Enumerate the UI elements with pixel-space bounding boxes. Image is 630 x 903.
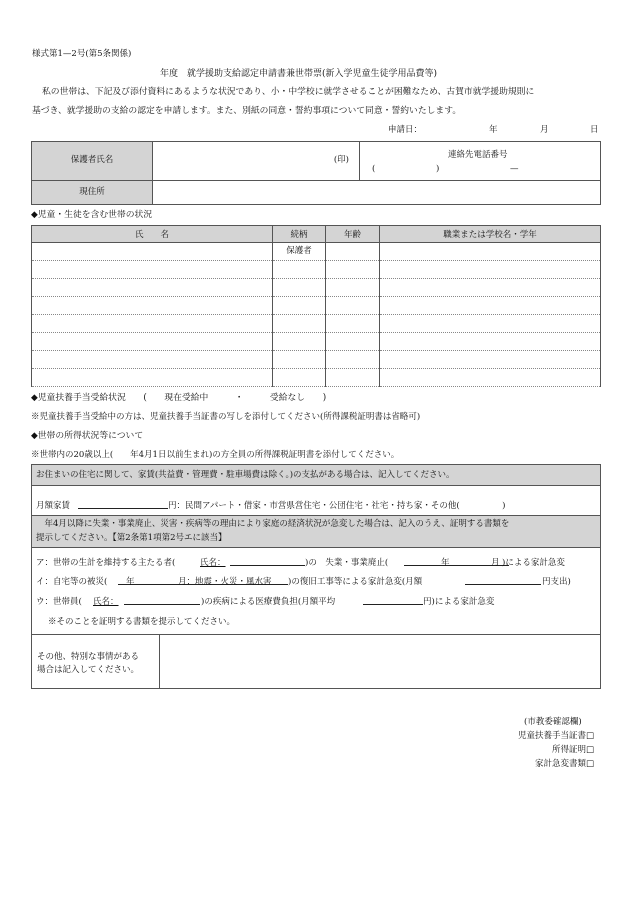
table-row: [32, 333, 601, 351]
reason-b-mid: )の復旧工事等による家計急変(月額: [288, 577, 423, 587]
reason-a-year: 年: [441, 558, 450, 568]
housing-header: お住まいの住宅に関して、家賃(共益費・管理費・駐車場費は除く。)の支払がある場合は、記入してください。: [36, 470, 455, 480]
member-name-cell[interactable]: [32, 261, 273, 279]
reason-a-end: )による家計急変: [502, 558, 565, 568]
member-name-cell[interactable]: [32, 279, 273, 297]
col-name: 氏 名: [32, 226, 273, 243]
reason-a-mid: )の 失業・事業廃止(: [305, 558, 389, 568]
reason-c-name-label: 氏名：: [93, 597, 119, 607]
apply-date-day: 日: [590, 125, 599, 135]
member-relation-cell[interactable]: [273, 297, 326, 315]
office-check-emergency[interactable]: 家計急変書類□: [534, 759, 594, 769]
member-relation-cell[interactable]: [273, 333, 326, 351]
member-age-cell[interactable]: [326, 351, 380, 369]
phone-open-paren: (: [372, 164, 376, 174]
member-relation-cell[interactable]: [273, 261, 326, 279]
member-occupation-cell[interactable]: [380, 315, 601, 333]
income-heading: ◆世帯の所得状況等について: [31, 431, 144, 441]
reason-c-label: ウ：世帯員(: [36, 597, 82, 607]
reason-a-name-input[interactable]: [230, 555, 305, 566]
intro-line-1: 私の世帯は、下記及び添付資料にあるような状況であり、小・中学校に就学させることが困難なため、古賀市就学援助規則に: [42, 87, 535, 97]
divider: [32, 547, 600, 548]
emergency-header-2: 提示してください。【第2条第1項第2号エに該当】: [36, 533, 227, 543]
reason-a-label: ア：世帯の生計を維持する主たる者(: [36, 558, 176, 568]
table-row: [32, 315, 601, 333]
member-occupation-cell[interactable]: [380, 243, 601, 261]
child-allowance-note: ※児童扶養手当受給中の方は、児童扶養手当証書の写しを添付してください(所得課税証明書は省略可): [31, 412, 421, 422]
reason-b-type: 月：地震・火災・風水害: [178, 577, 272, 587]
member-relation-cell[interactable]: [273, 351, 326, 369]
member-relation-cell: 保護者: [273, 243, 326, 261]
reason-a-name-label: 氏名：: [200, 558, 226, 568]
member-age-cell[interactable]: [326, 261, 380, 279]
guardian-name-label: 保護者氏名: [32, 142, 153, 181]
table-row: [32, 351, 601, 369]
table-row: [32, 279, 601, 297]
member-occupation-cell[interactable]: [380, 351, 601, 369]
col-age: 年齢: [326, 226, 380, 243]
household-table: [31, 225, 601, 387]
table-row: [32, 297, 601, 315]
member-age-cell[interactable]: [326, 297, 380, 315]
housing-type-options[interactable]: 円：民間アパート・借家・市営県営住宅・公団住宅・社宅・持ち家・その他( ): [168, 501, 506, 511]
seal-mark: (印): [333, 155, 349, 166]
reason-b-label: イ：自宅等の被災(: [36, 577, 108, 587]
member-relation-cell[interactable]: [273, 279, 326, 297]
special-circumstances-field[interactable]: [161, 636, 599, 687]
apply-date-label: 申請日：: [388, 125, 423, 135]
member-name-cell[interactable]: [32, 369, 273, 387]
reason-b-amount-input[interactable]: [465, 574, 541, 585]
rent-amount-input[interactable]: [78, 498, 168, 509]
household-heading: ◆児童・生徒を含む世帯の状況: [31, 210, 153, 220]
divider: [32, 634, 600, 635]
reason-b-year: 年: [126, 577, 135, 587]
apply-date-month: 月: [540, 125, 549, 135]
apply-date-year: 年: [489, 125, 498, 135]
intro-line-2: 基づき、就学援助の支給の認定を申請します。また、別紙の同意・誓約事項について同意・誓約いたします。: [32, 106, 462, 116]
child-allowance-status[interactable]: ◆児童扶養手当受給状況 ( 現在受給中 ・ 受給なし ): [31, 393, 327, 403]
phone-dash: —: [510, 164, 519, 174]
special-label-1: その他、特別な事情がある: [37, 652, 140, 662]
member-occupation-cell[interactable]: [380, 333, 601, 351]
member-occupation-cell[interactable]: [380, 297, 601, 315]
table-row: [32, 369, 601, 387]
member-occupation-cell[interactable]: [380, 369, 601, 387]
member-relation-cell[interactable]: [273, 369, 326, 387]
reason-c-name-input[interactable]: [124, 594, 200, 605]
member-name-cell[interactable]: [32, 297, 273, 315]
reason-b-end: 円支出): [542, 577, 571, 587]
emergency-header-1: 年4月以降に失業・事業廃止、災害・疾病等の理由により家庭の経済状況が急変した場合は、記入のうえ、証明する書類を: [36, 519, 510, 529]
member-occupation-cell[interactable]: [380, 261, 601, 279]
member-name-cell[interactable]: [32, 315, 273, 333]
member-age-cell[interactable]: [326, 243, 380, 261]
phone-close-paren: ): [436, 164, 440, 174]
income-note: ※世帯内の20歳以上( 年4月1日以前生まれ)の方全員の所得課税証明書を添付してください。: [31, 450, 400, 460]
col-relation: 続柄: [273, 226, 326, 243]
member-relation-cell[interactable]: [273, 315, 326, 333]
phone-label: 連絡先電話番号: [448, 150, 508, 160]
divider: [32, 485, 600, 486]
member-age-cell[interactable]: [326, 315, 380, 333]
member-age-cell[interactable]: [326, 369, 380, 387]
col-occupation: 職業または学校名・学年: [380, 226, 601, 243]
form-number: 様式第1—2号(第5条関係): [32, 49, 132, 59]
address-label: 現住所: [32, 181, 153, 205]
member-name-cell[interactable]: [32, 333, 273, 351]
member-age-cell[interactable]: [326, 333, 380, 351]
reason-c-mid: )の疾病による医療費負担(月額平均: [201, 597, 336, 607]
divider: [159, 635, 160, 688]
table-row: [32, 243, 601, 261]
office-check-certificate[interactable]: 児童扶養手当証書□: [517, 731, 594, 741]
phone-field[interactable]: [360, 142, 601, 181]
reason-c-amount-input[interactable]: [363, 594, 423, 605]
special-label-2: 場合は記入してください。: [37, 665, 140, 675]
table-row: [32, 261, 601, 279]
rent-label: 月額家賃: [36, 501, 71, 511]
office-confirmation-title: (市教委確認欄): [524, 717, 582, 727]
address-field[interactable]: [153, 181, 601, 205]
guardian-name-field[interactable]: [153, 142, 360, 181]
member-name-cell[interactable]: [32, 351, 273, 369]
office-check-income[interactable]: 所得証明□: [551, 745, 594, 755]
member-age-cell[interactable]: [326, 279, 380, 297]
emergency-proof-note: ※そのことを証明する書類を提示してください。: [48, 617, 236, 627]
member-name-cell[interactable]: [32, 243, 273, 261]
guardian-table: [31, 141, 601, 205]
member-occupation-cell[interactable]: [380, 279, 601, 297]
reason-c-end: 円)による家計急変: [423, 597, 495, 607]
reason-a-month: 月: [491, 558, 500, 568]
form-title: 年度 就学援助支給認定申請書兼世帯票(新入学児童生徒学用品費等): [160, 69, 438, 79]
